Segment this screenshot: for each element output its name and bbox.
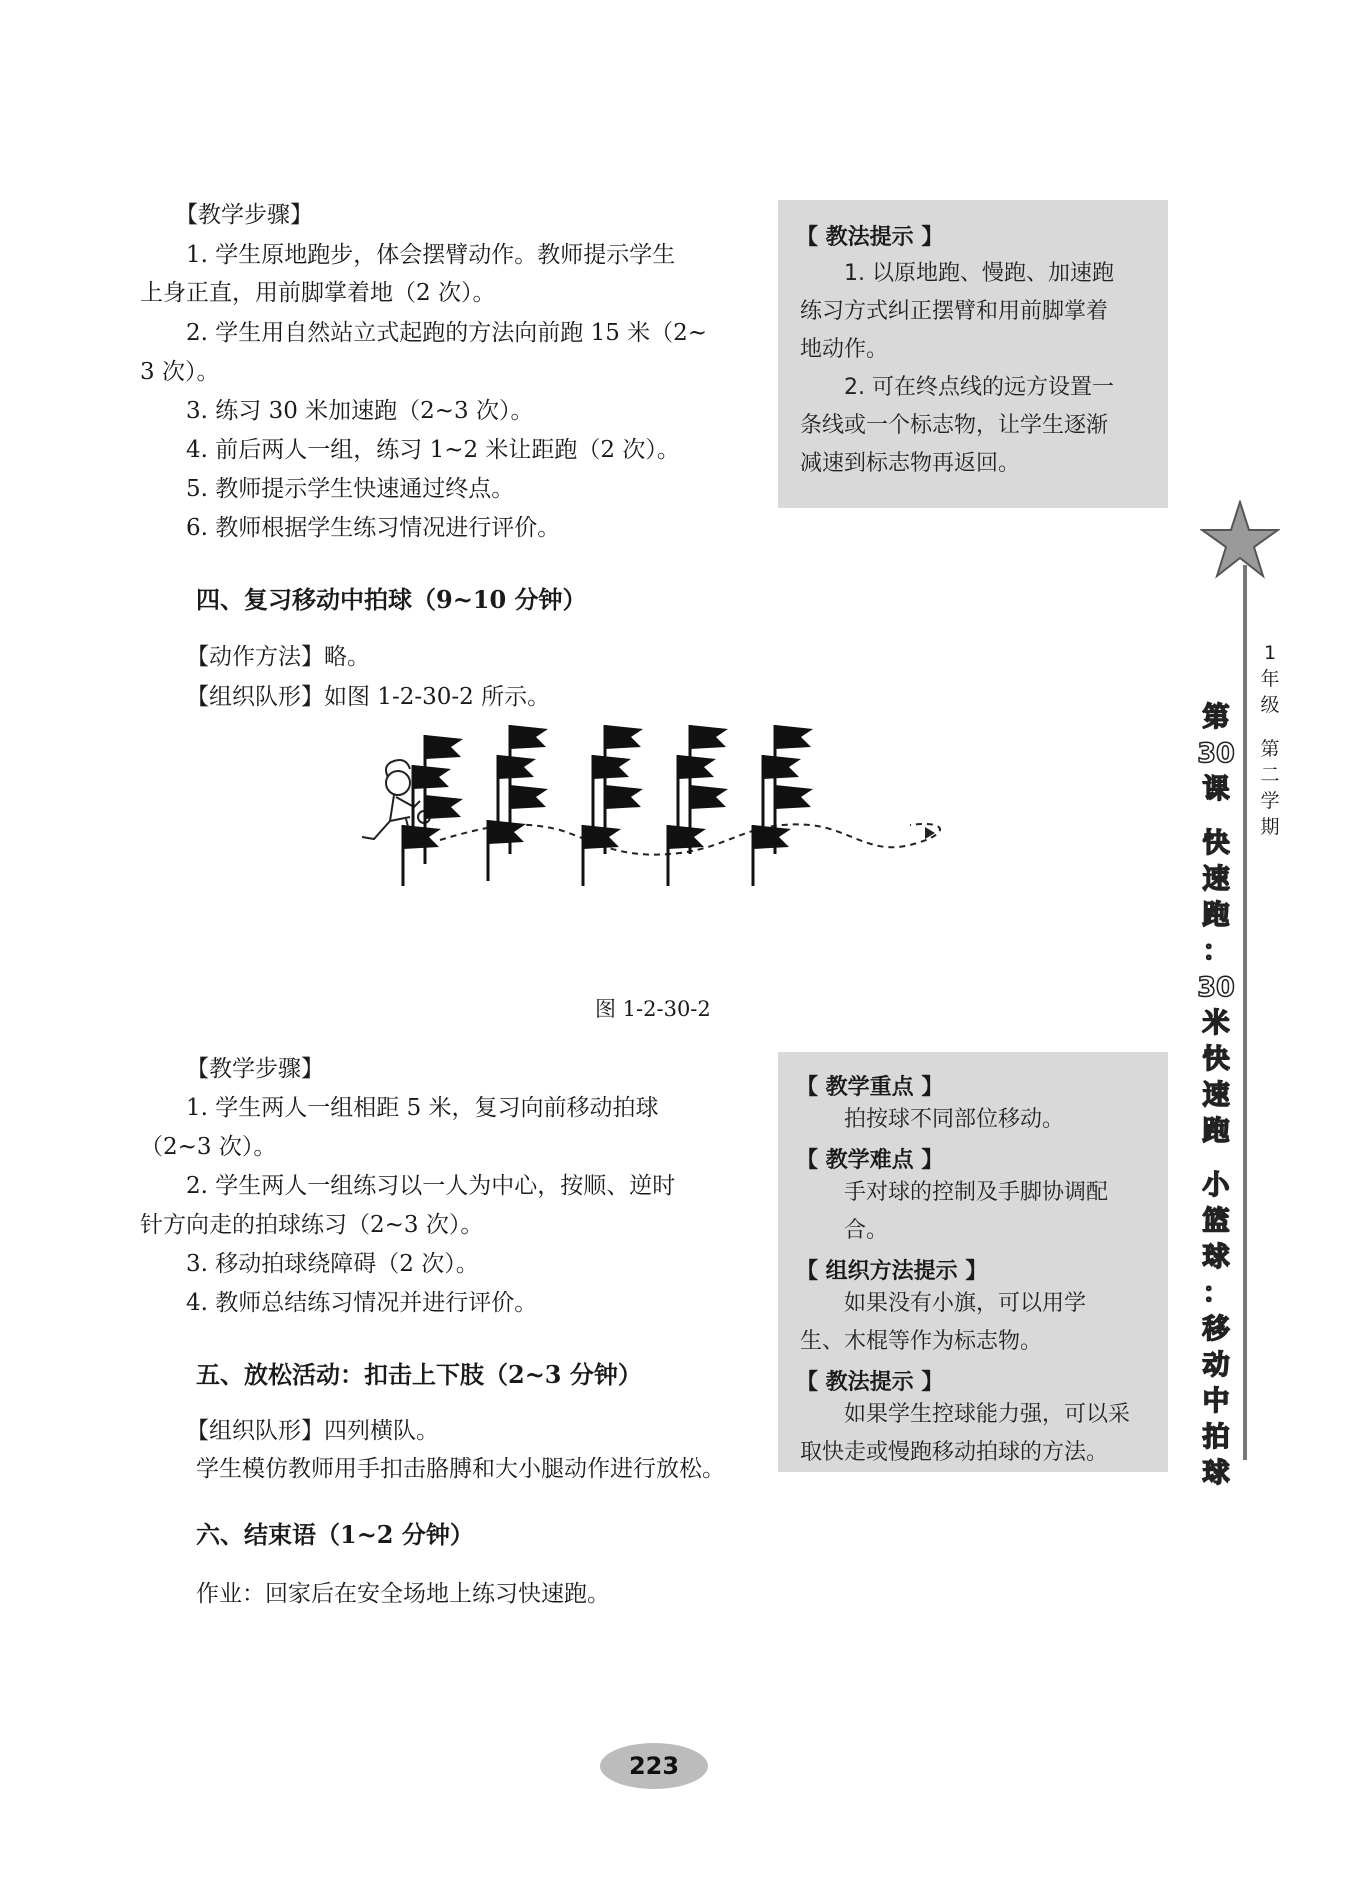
key-point-text: 拍按球不同部位移动。: [844, 1107, 1065, 1132]
section4-step-line-3: 2. 学生两人一组练习以一人为中心，按顺、逆时: [186, 1173, 676, 1199]
section4-formation: 【组织队形】如图 1-2-30-2 所示。: [186, 684, 551, 710]
section1-line-7: 5. 教师提示学生快速通过终点。: [186, 476, 515, 502]
lesson-char: 小: [1202, 1170, 1230, 1201]
section4-step-line-5: 3. 移动拍球绕障碍（2 次）。: [186, 1251, 479, 1277]
section1-line-4: 3 次）。: [140, 359, 220, 385]
section4-step-line-1: 1. 学生两人一组相距 5 米，复习向前移动拍球: [186, 1095, 659, 1121]
page-number: 223: [600, 1743, 708, 1789]
key-point-title: 【 教学重点 】: [796, 1075, 944, 1100]
tip-box-1-line-6: 减速到标志物再返回。: [800, 451, 1021, 476]
lesson-char: ：: [1202, 1278, 1230, 1309]
flag-icon: [510, 725, 548, 749]
method-tip-line-2: 取快走或慢跑移动拍球的方法。: [800, 1440, 1109, 1465]
section1-line-1: 1. 学生原地跑步，体会摆臂动作。教师提示学生: [186, 242, 676, 268]
method-tip-line-1: 如果学生控球能力强，可以采: [844, 1402, 1131, 1427]
figure-caption: 图 1-2-30-2: [595, 997, 711, 1021]
lesson-char: ：: [1202, 936, 1230, 967]
flag-icon: [775, 725, 813, 749]
organization-line-1: 如果没有小旗，可以用学: [844, 1291, 1087, 1316]
flag-icon: [753, 825, 791, 849]
tip-box-1-line-4: 2. 可在终点线的远方设置一: [844, 375, 1114, 400]
flag-icon: [425, 795, 463, 819]
section4-steps-heading: 【教学步骤】: [186, 1056, 324, 1082]
grade-char: 年: [1260, 668, 1280, 690]
tip-box-1-line-3: 地动作。: [800, 337, 889, 362]
flag-icon: [403, 825, 441, 849]
tip-box-1-line-1: 1. 以原地跑、慢跑、加速跑: [844, 261, 1114, 286]
grade-char: 第: [1260, 738, 1280, 760]
tip-box-1-line-2: 练习方式纠正摆臂和用前脚掌着: [800, 299, 1109, 324]
flag-icon: [605, 785, 643, 809]
lesson-char: 课: [1202, 774, 1230, 805]
tip-box-1-line-5: 条线或一个标志物，让学生逐渐: [800, 413, 1109, 438]
lesson-char: 跑: [1202, 1116, 1230, 1147]
sidebar-rule: [1243, 565, 1247, 1460]
section5-formation: 【组织队形】四列横队。: [186, 1418, 439, 1444]
method-tip-title: 【 教法提示 】: [796, 1370, 944, 1395]
flag-icon: [413, 765, 451, 789]
section5-heading: 五、放松活动：扣击上下肢（2~3 分钟）: [196, 1360, 642, 1389]
grade-char: 期: [1260, 816, 1280, 838]
difficulty-text: 手对球的控制及手脚协调配合。: [844, 1180, 1109, 1243]
grade-vertical-text: [1250, 640, 1290, 840]
flag-icon: [668, 825, 706, 849]
section6-text: 作业：回家后在安全场地上练习快速跑。: [196, 1581, 610, 1607]
section4-step-line-4: 针方向走的拍球练习（2~3 次）。: [140, 1212, 484, 1238]
section4-heading: 四、复习移动中拍球（9~10 分钟）: [196, 585, 587, 614]
flag-icon: [775, 785, 813, 809]
flag-icon: [605, 725, 643, 749]
lesson-char: 球: [1202, 1242, 1230, 1273]
grade-char: 学: [1260, 790, 1280, 812]
section6-heading: 六、结束语（1~2 分钟）: [196, 1520, 474, 1549]
lesson-char: 第: [1202, 702, 1230, 733]
section1-line-8: 6. 教师根据学生练习情况进行评价。: [186, 515, 561, 541]
lesson-char: 球: [1202, 1458, 1230, 1489]
flag-icon: [510, 785, 548, 809]
flag-course-figure: [350, 725, 970, 965]
lesson-char: 快: [1202, 828, 1230, 859]
section1-line-6: 4. 前后两人一组，练习 1~2 米让距跑（2 次）。: [186, 437, 680, 463]
star-icon: [1200, 500, 1280, 580]
lesson-char: 动: [1202, 1350, 1230, 1381]
flag-icon: [763, 755, 801, 779]
lesson-char: 中: [1202, 1386, 1230, 1417]
organization-line-2: 生、木棍等作为标志物。: [800, 1329, 1043, 1354]
difficulty-title: 【 教学难点 】: [796, 1148, 944, 1173]
section1-line-5: 3. 练习 30 米加速跑（2~3 次）。: [186, 398, 534, 424]
section5-text: 学生模仿教师用手扣击胳膊和大小腿动作进行放松。: [196, 1456, 725, 1482]
section1-line-2: 上身正直，用前脚掌着地（2 次）。: [140, 280, 496, 306]
flag-icon: [425, 735, 463, 759]
flag-icon: [498, 755, 536, 779]
section1-steps-heading: 【教学步骤】: [175, 202, 313, 228]
lesson-char: 速: [1202, 1080, 1230, 1111]
flag-icon: [690, 785, 728, 809]
lesson-char: 30: [1197, 972, 1235, 1003]
flag-icon: [690, 725, 728, 749]
grade-char: 1: [1263, 642, 1277, 664]
lesson-char: 篮: [1202, 1206, 1230, 1237]
teaching-tip-box-1: [778, 200, 1168, 508]
flag-icon: [583, 825, 621, 849]
flag-icon: [593, 755, 631, 779]
flag-icon: [678, 755, 716, 779]
lesson-char: 快: [1202, 1044, 1230, 1075]
flag-icon: [488, 820, 526, 844]
lesson-char: 速: [1202, 864, 1230, 895]
lesson-char: 拍: [1202, 1422, 1230, 1453]
tip-box-1-title: 【 教法提示 】: [796, 225, 944, 250]
section4-step-line-6: 4. 教师总结练习情况并进行评价。: [186, 1290, 538, 1316]
organization-title: 【 组织方法提示 】: [796, 1259, 988, 1284]
lesson-char: 移: [1202, 1314, 1230, 1345]
section4-step-line-2: （2~3 次）。: [140, 1134, 277, 1160]
lesson-vertical-text: [1196, 700, 1236, 1492]
lesson-char: 跑: [1202, 900, 1230, 931]
section1-line-3: 2. 学生用自然站立式起跑的方法向前跑 15 米（2~: [186, 320, 708, 346]
lesson-char: 米: [1202, 1008, 1230, 1039]
lesson-char: 30: [1197, 738, 1235, 769]
section4-method: 【动作方法】略。: [186, 644, 370, 670]
grade-char: 二: [1260, 764, 1280, 786]
grade-char: 级: [1260, 694, 1280, 716]
teaching-tip-box-2: [778, 1052, 1168, 1472]
